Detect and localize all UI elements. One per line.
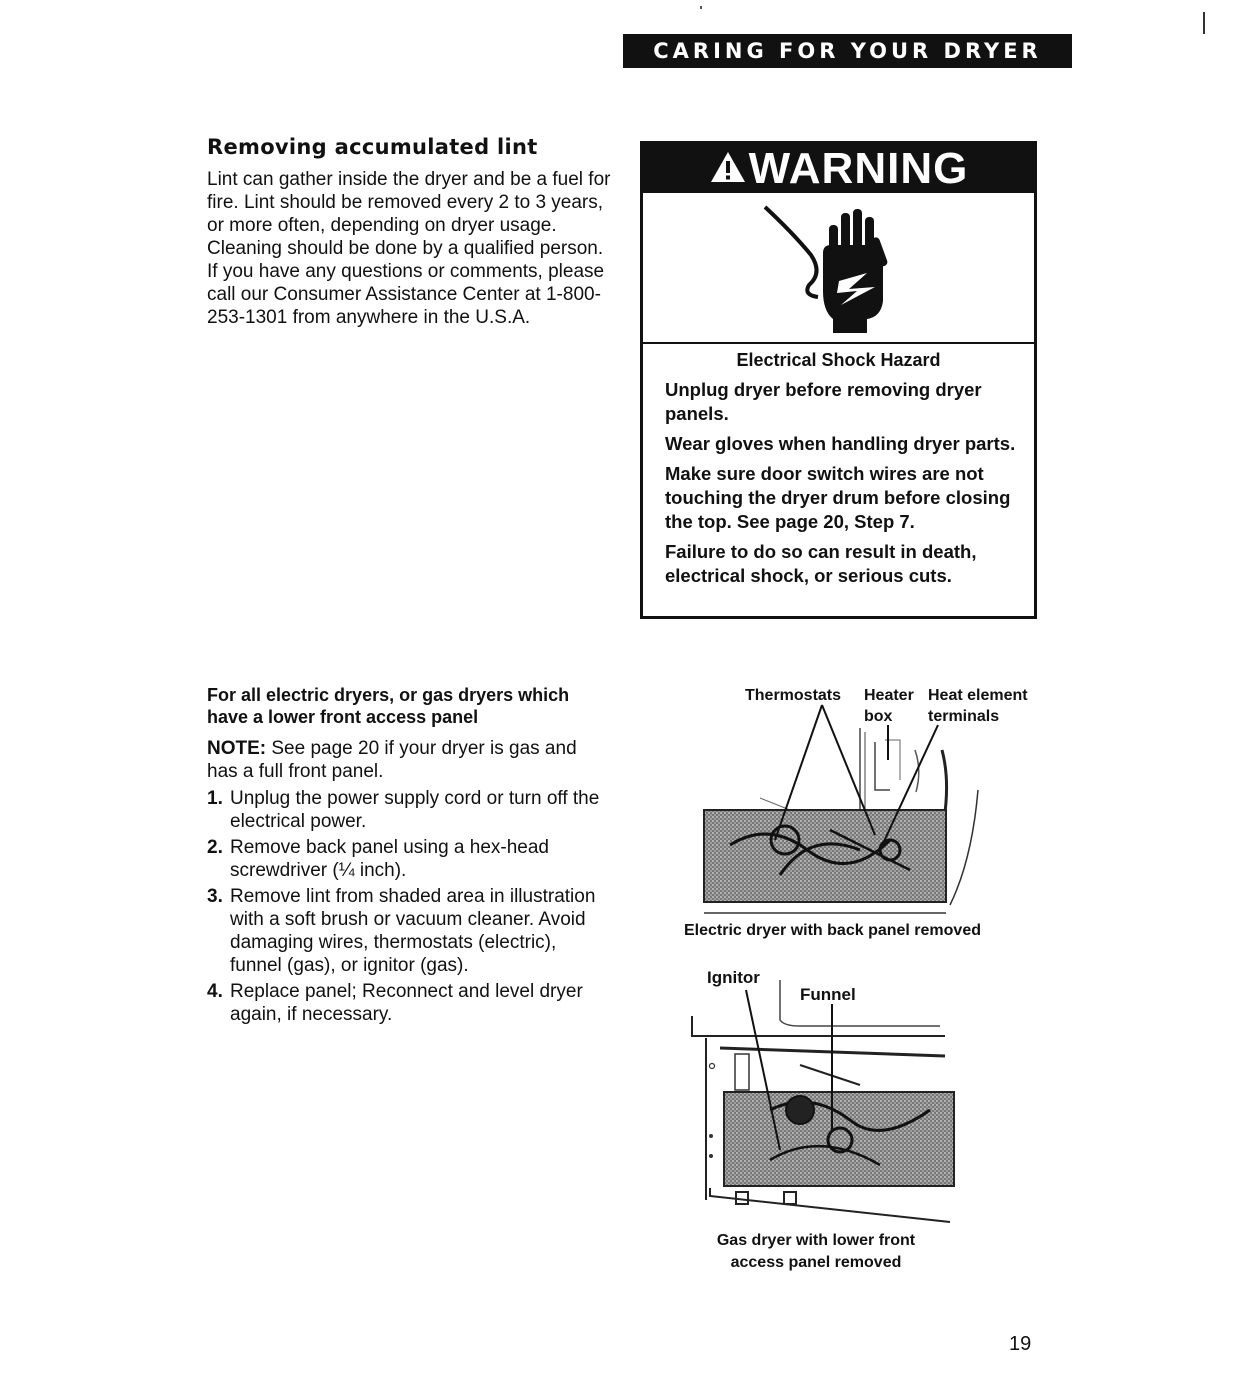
step-number: 3. bbox=[207, 886, 223, 907]
section-title: Removing accumulated lint bbox=[207, 135, 538, 159]
gas-dryer-figure bbox=[680, 960, 970, 1280]
warning-icon-area bbox=[643, 193, 1034, 344]
scan-mark bbox=[700, 6, 702, 9]
electric-dryer-illustration bbox=[660, 680, 1050, 920]
electric-shock-hand-icon bbox=[643, 193, 1034, 342]
step-number: 1. bbox=[207, 788, 223, 809]
gas-dryer-illustration bbox=[680, 960, 970, 1230]
note-paragraph bbox=[207, 737, 607, 783]
warning-line: Make sure door switch wires are not touching the dryer drum before closing the top. See page 20, Step 7. bbox=[665, 463, 1011, 532]
step-text: Remove back panel using a hex-head screwdriver (¼ inch). bbox=[230, 837, 549, 881]
step-text: Unplug the power supply cord or turn off the electrical power. bbox=[230, 788, 600, 832]
note-label: NOTE: bbox=[207, 738, 267, 759]
electric-figure-caption: Electric dryer with back panel removed bbox=[683, 922, 981, 939]
page-header: CARING FOR YOUR DRYER bbox=[623, 34, 1072, 68]
label-funnel: Funnel bbox=[800, 985, 856, 1004]
step-number: 4. bbox=[207, 981, 223, 1002]
intro-paragraph: Lint can gather inside the dryer and be a fuel for fire. Lint should be removed every 2 to 3 years, or more often, depending on dryer usage. Cleaning should be done by a qualified person. If you have any questions or comments, please call our Consumer Assistance Center at 1-800-253-1301 from anywhere in the U.S.A. bbox=[207, 169, 611, 328]
gas-caption-line-1: Gas dryer with lower front bbox=[716, 1232, 916, 1249]
gas-caption-line-2: access panel removed bbox=[730, 1254, 902, 1271]
hazard-title: Electrical Shock Hazard bbox=[736, 350, 941, 370]
step-item bbox=[207, 836, 607, 882]
steps-list bbox=[207, 787, 607, 1029]
label-terminals: terminals bbox=[928, 708, 1000, 725]
warning-lines bbox=[665, 378, 1025, 594]
label-heat-element: Heat element bbox=[928, 687, 1028, 704]
subsection-heading: For all electric dryers, or gas dryers which have a lower front access panel bbox=[207, 685, 570, 727]
warning-header bbox=[643, 144, 1034, 193]
warning-triangle-icon bbox=[709, 150, 747, 184]
scan-mark bbox=[1203, 12, 1205, 34]
step-text: Remove lint from shaded area in illustration with a soft brush or vacuum cleaner. Avoid damaging wires, thermostats (electric), funnel (gas), or ignitor (gas). bbox=[230, 886, 596, 976]
label-ignitor: Ignitor bbox=[707, 968, 760, 987]
warning-line: Failure to do so can result in death, electrical shock, or serious cuts. bbox=[665, 541, 977, 586]
step-text: Replace panel; Reconnect and level dryer again, if necessary. bbox=[230, 981, 583, 1025]
label-thermostats: Thermostats bbox=[745, 687, 842, 704]
electric-dryer-figure bbox=[660, 680, 1050, 940]
step-item bbox=[207, 885, 607, 977]
label-heater-box: box bbox=[864, 708, 893, 725]
warning-line: Wear gloves when handling dryer parts. bbox=[665, 433, 1016, 454]
step-number: 2. bbox=[207, 837, 223, 858]
label-heater: Heater bbox=[864, 687, 914, 704]
step-item bbox=[207, 980, 607, 1026]
warning-label: WARNING bbox=[748, 144, 969, 193]
warning-box bbox=[640, 141, 1037, 619]
page-number: 19 bbox=[1009, 1333, 1032, 1355]
gas-figure-caption bbox=[690, 1230, 942, 1274]
warning-line: Unplug dryer before removing dryer panels. bbox=[665, 379, 982, 424]
note-text: See page 20 if your dryer is gas and has a full front panel. bbox=[207, 738, 577, 782]
step-item bbox=[207, 787, 607, 833]
